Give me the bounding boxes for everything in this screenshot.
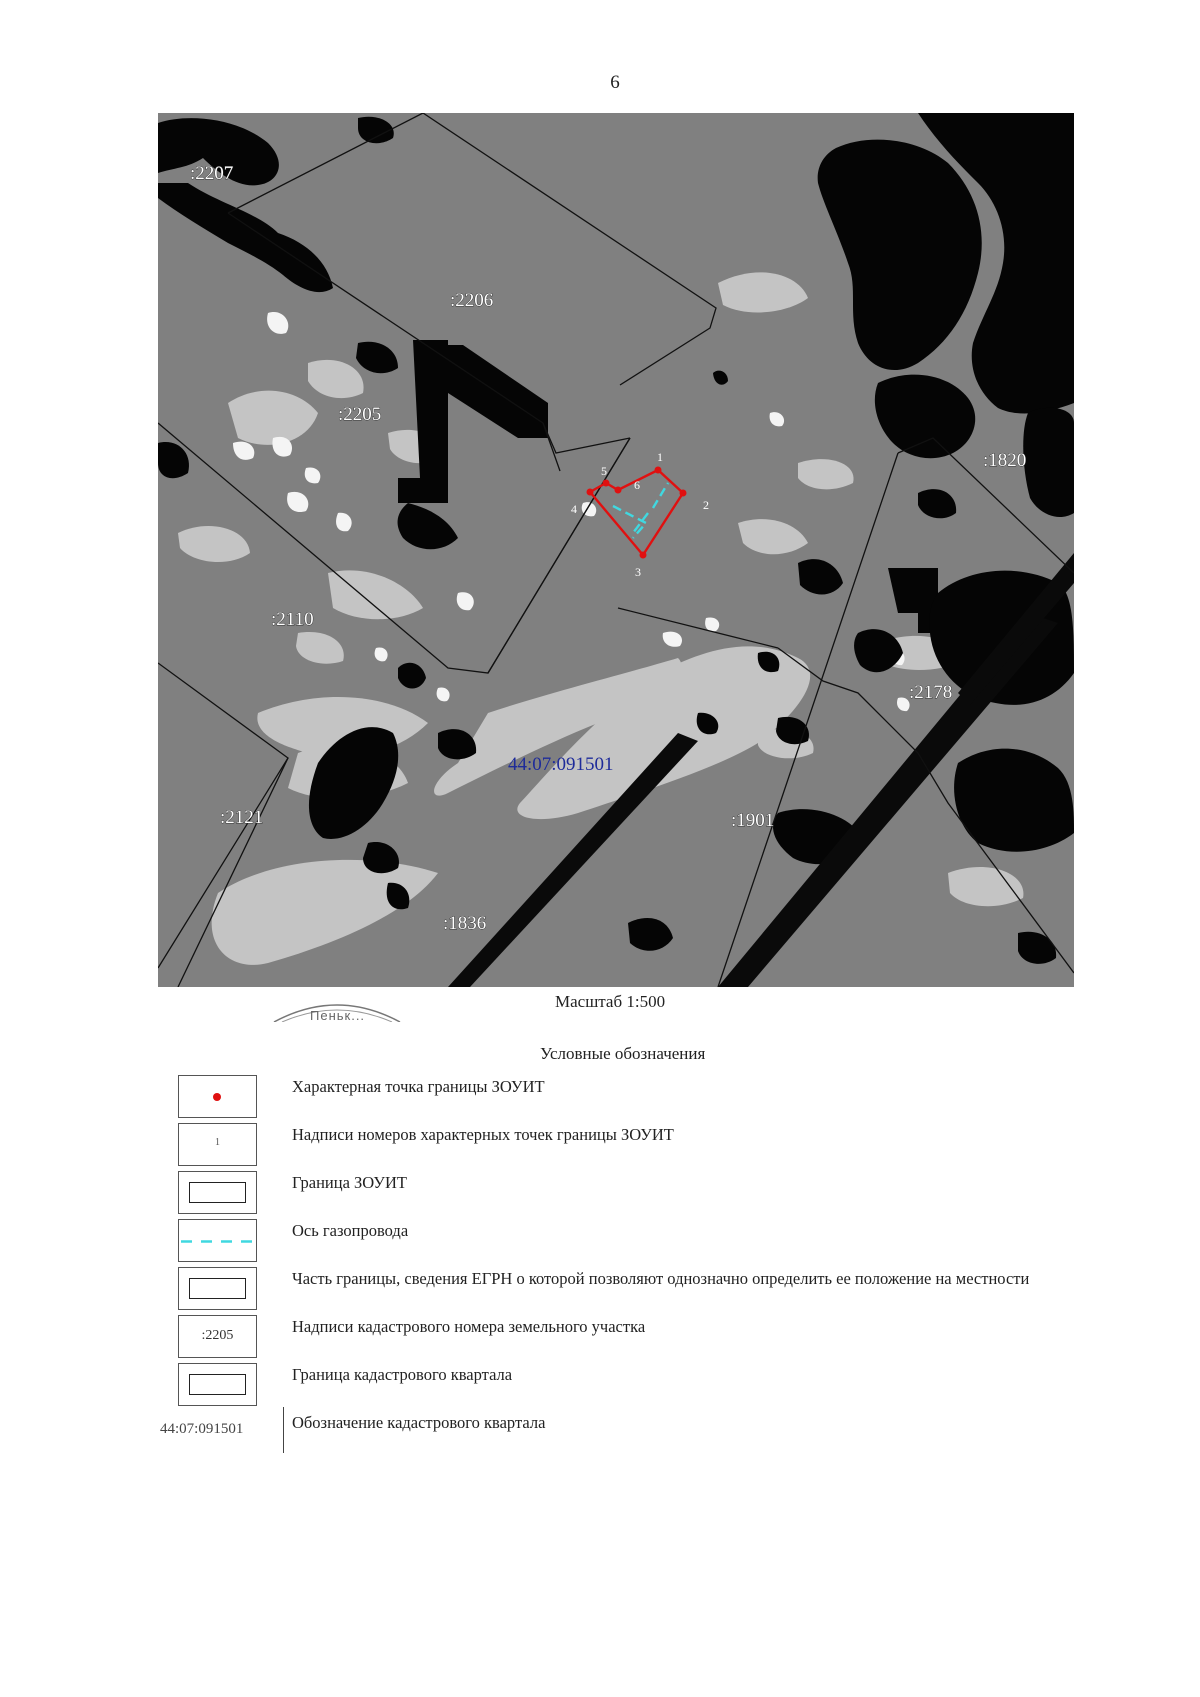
legend-item-boundary-point bbox=[0, 1075, 1200, 1121]
legend-swatch-rectangle bbox=[178, 1363, 257, 1406]
point-number-sample: 1 bbox=[215, 1137, 220, 1148]
legend-label: Граница ЗОУИТ bbox=[292, 1173, 407, 1192]
legend-item-parcel-number bbox=[0, 1315, 1200, 1361]
boundary-point-1[interactable] bbox=[655, 467, 662, 474]
legend-label: Граница кадастрового квартала bbox=[292, 1365, 513, 1384]
quarter-label: 44:07:091501 bbox=[508, 754, 614, 775]
parcel-label-2207[interactable]: :2207 bbox=[190, 163, 234, 184]
parcel-label-2110[interactable]: :2110 bbox=[271, 609, 314, 630]
legend-swatch-rectangle bbox=[178, 1171, 257, 1214]
legend-swatch-dashed-line bbox=[178, 1219, 257, 1262]
point-label-5: 5 bbox=[601, 464, 607, 478]
point-label-3: 3 bbox=[635, 565, 641, 579]
parcel-label-1901[interactable]: :1901 bbox=[731, 810, 775, 831]
stamp-text: Пеньк... bbox=[310, 1008, 366, 1022]
red-dot-icon bbox=[213, 1093, 221, 1101]
legend-label: Ось газопровода bbox=[292, 1221, 409, 1240]
parcel-label-2205[interactable]: :2205 bbox=[338, 404, 382, 425]
boundary-point-5[interactable] bbox=[603, 480, 610, 487]
boundary-point-2[interactable] bbox=[680, 490, 687, 497]
parcel-number-sample: :2205 bbox=[201, 1328, 234, 1343]
cadastral-map[interactable] bbox=[158, 113, 1074, 987]
parcel-label-2206[interactable]: :2206 bbox=[450, 290, 494, 311]
rectangle-icon bbox=[189, 1182, 246, 1203]
legend-swatch-red-dot bbox=[178, 1075, 257, 1118]
stamp-fragment bbox=[272, 996, 402, 1022]
boundary-point-3[interactable] bbox=[640, 552, 647, 559]
point-label-6: 6 bbox=[634, 478, 640, 492]
legend-item-zouit-boundary bbox=[0, 1171, 1200, 1217]
legend-item-quarter-boundary bbox=[0, 1363, 1200, 1409]
stamp-arc bbox=[272, 996, 402, 1022]
parcel-label-2178[interactable]: :2178 bbox=[909, 682, 953, 703]
legend-title: Условные обозначения bbox=[540, 1044, 706, 1063]
legend-divider bbox=[283, 1407, 284, 1453]
legend-swatch-rectangle bbox=[178, 1267, 257, 1310]
point-label-2: 2 bbox=[703, 498, 709, 512]
parcel-label-2121[interactable]: :2121 bbox=[220, 807, 264, 828]
legend-label: Обозначение кадастрового квартала bbox=[292, 1413, 546, 1432]
legend-item-point-number bbox=[0, 1123, 1200, 1169]
legend-item-gas-pipeline bbox=[0, 1219, 1200, 1265]
page-number: 6 bbox=[610, 72, 620, 93]
legend-item-quarter-number bbox=[0, 1411, 1200, 1457]
map-canvas bbox=[158, 113, 1074, 987]
legend-label: Характерная точка границы ЗОУИТ bbox=[292, 1077, 545, 1096]
legend-label: Часть границы, сведения ЕГРН о которой позволяют однозначно определить ее положение на местности bbox=[292, 1269, 1030, 1288]
boundary-point-4[interactable] bbox=[587, 489, 594, 496]
legend-item-egrn-boundary bbox=[0, 1267, 1200, 1313]
parcel-label-1836[interactable]: :1836 bbox=[443, 913, 487, 934]
legend-label: Надписи кадастрового номера земельного участка bbox=[292, 1317, 646, 1336]
legend-swatch-parcel-number bbox=[178, 1315, 257, 1358]
dashed-line-icon bbox=[179, 1240, 256, 1243]
legend-swatch-point-number bbox=[178, 1123, 257, 1166]
map-scale: Масштаб 1:500 bbox=[555, 992, 666, 1011]
parcel-label-1820[interactable]: :1820 bbox=[983, 450, 1027, 471]
rectangle-icon bbox=[189, 1278, 246, 1299]
point-label-4: 4 bbox=[571, 502, 577, 516]
quarter-number-sample: 44:07:091501 bbox=[160, 1421, 244, 1437]
boundary-point-6[interactable] bbox=[615, 487, 622, 494]
point-label-1: 1 bbox=[657, 450, 663, 464]
legend-label: Надписи номеров характерных точек границы ЗОУИТ bbox=[292, 1125, 674, 1144]
rectangle-icon bbox=[189, 1374, 246, 1395]
